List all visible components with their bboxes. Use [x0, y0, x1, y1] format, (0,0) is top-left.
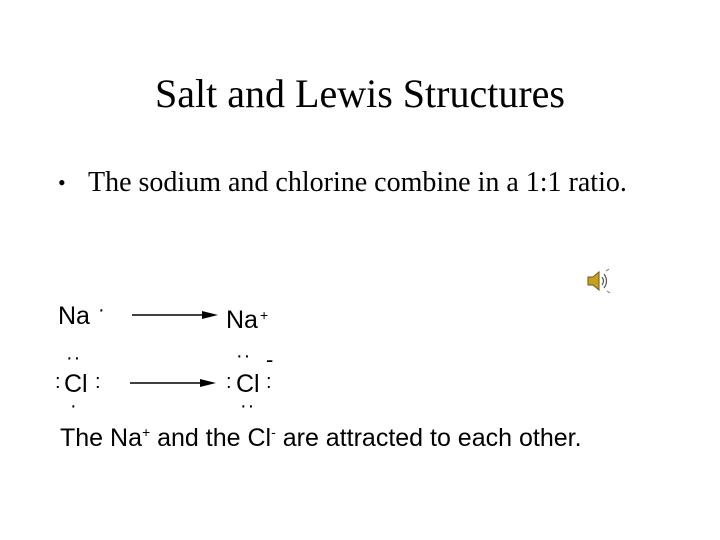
caption-part3: are attracted to each other. [275, 424, 582, 452]
cl-ion-right-dots: : [266, 371, 273, 393]
cl-atom: Cl [64, 370, 88, 398]
cl-left-dots: : [55, 371, 62, 393]
na-ion: Na [226, 306, 258, 334]
cl-ion-top-dots: ·· [236, 345, 252, 367]
caption-part2: and the Cl [150, 424, 272, 452]
cl-ion-bottom-dots: ·· [240, 395, 256, 417]
na-valence-dot: · [98, 299, 106, 321]
na-ion-charge: + [260, 307, 269, 323]
cl-ion-left-dots: : [226, 371, 233, 393]
caption [60, 424, 582, 453]
slide-title: Salt and Lewis Structures [155, 71, 565, 116]
cl-ion-charge: - [266, 347, 274, 372]
cl-ion: Cl [236, 370, 260, 398]
cl-bottom-dot: · [70, 395, 78, 417]
speaker-icon[interactable] [585, 268, 611, 294]
na-atom: Na [58, 302, 90, 330]
caption-charge2: - [271, 424, 276, 440]
caption-charge1: + [141, 424, 151, 440]
arrow-right-icon [130, 376, 218, 390]
caption-part1: The Na [60, 424, 142, 452]
cl-top-dots: ·· [66, 347, 82, 369]
bullet-dot: • [58, 170, 66, 195]
arrow-right-icon [132, 308, 220, 322]
cl-right-dots: : [95, 371, 102, 393]
bullet-text: The sodium and chlorine combine in a 1:1 ratio. [88, 167, 627, 198]
